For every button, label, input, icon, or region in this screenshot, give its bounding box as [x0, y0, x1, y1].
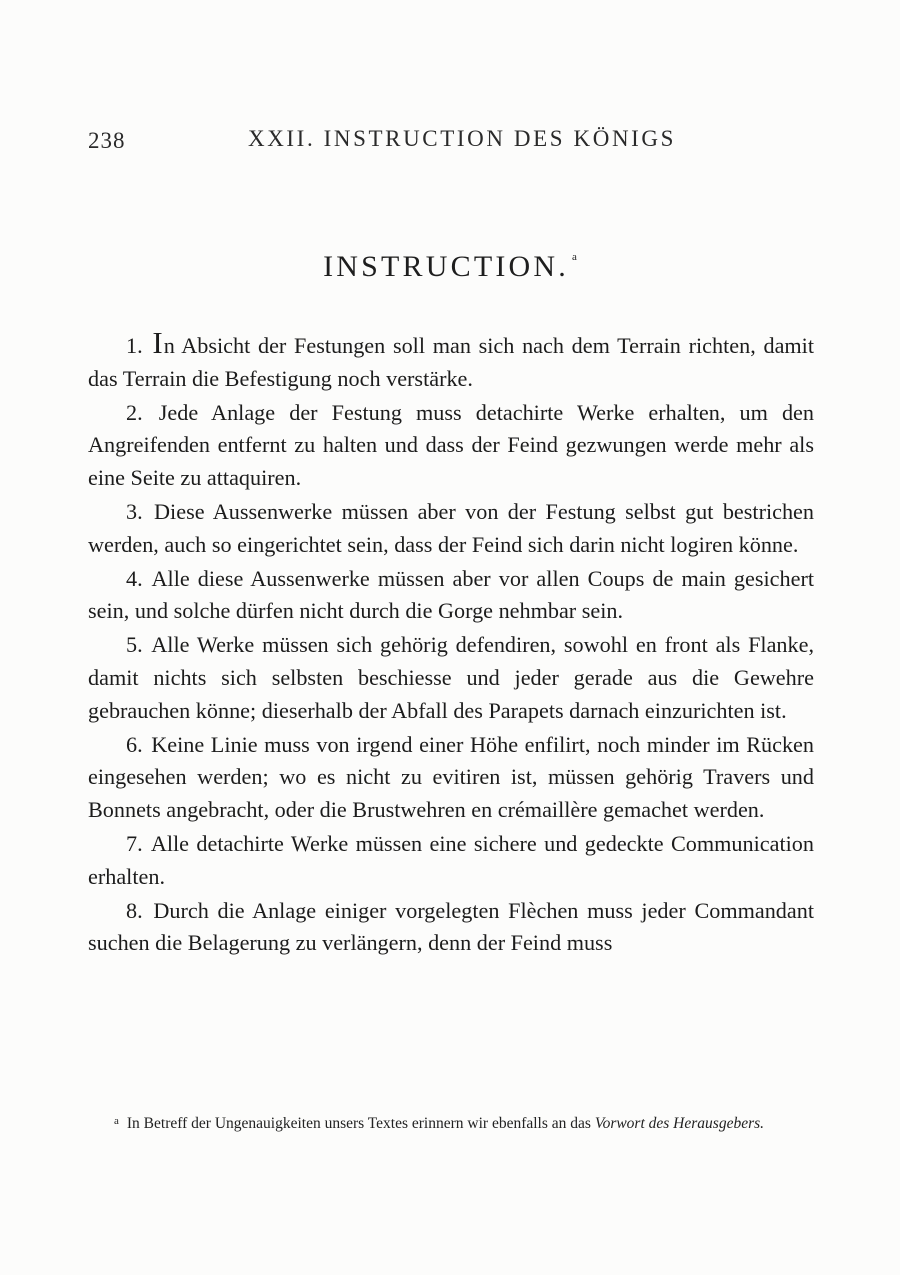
running-head — [88, 124, 818, 158]
section-heading — [0, 250, 900, 284]
footnote-mark: a — [114, 1115, 119, 1127]
paragraph-text: n Absicht der Festungen soll man sich nach dem Terrain richten, damit das Terrain die Befestigung noch verstärke. — [88, 333, 814, 391]
footnote-reference: Vorwort des Herausgebers. — [594, 1115, 765, 1132]
paragraph-number: 2. — [126, 399, 143, 425]
paragraph-text: Alle detachirte Werke müssen eine sichere und gedeckte Communication erhalten. — [88, 830, 814, 889]
paragraph-2 — [88, 397, 814, 495]
heading-note-mark: a — [572, 251, 577, 263]
paragraph-text: Jede Anlage der Festung muss detachirte Werke erhalten, um den Angreifenden entfernt zu halten und dass der Feind gezwungen werde mehr als eine Seite zu attaquiren. — [88, 399, 814, 490]
paragraph-text: Diese Aussenwerke müssen aber von der Festung selbst gut bestrichen werden, auch so eingerichtet sein, dass der Feind sich darin nicht logiren könne. — [88, 498, 814, 557]
running-title: XXII. INSTRUCTION DES KÖNIGS — [248, 126, 677, 151]
paragraph-number: 7. — [126, 830, 143, 856]
paragraph-number: 5. — [126, 632, 143, 658]
paragraph-8 — [88, 895, 814, 960]
paragraph-text: Durch die Anlage einiger vorgelegten Flèchen muss jeder Commandant suchen die Belagerung zu verlängern, denn der Feind muss — [88, 897, 815, 956]
paragraph-number: 8. — [126, 897, 143, 923]
initial-letter: I — [152, 325, 163, 360]
paragraph-text: Alle Werke müssen sich gehörig defendiren, sowohl en front als Flanke, damit nichts sich selbsten beschiesse und jeder gerade aus die Gewehre gebrauchen könne; dieserhalb der Abfall des Parapets darnach einzurichten ist. — [88, 632, 814, 723]
paragraph-6 — [88, 729, 814, 827]
paragraph-7 — [88, 828, 814, 893]
paragraph-4 — [88, 563, 814, 628]
page-number: 238 — [88, 128, 126, 153]
paragraph-text: Alle diese Aussenwerke müssen aber vor allen Coups de main gesichert sein, und solche dürfen nicht durch die Gorge nehmbar sein. — [88, 565, 814, 624]
paragraph-number: 6. — [126, 731, 143, 757]
paragraph-number: 1. — [126, 333, 143, 358]
footnote-text: In Betreff der Ungenauigkeiten unsers Textes erinnern wir ebenfalls an das — [126, 1115, 595, 1132]
paragraph-number: 3. — [126, 498, 143, 524]
paragraph-3 — [88, 496, 814, 561]
paragraph-text: Keine Linie muss von irgend einer Höhe enfilirt, noch minder im Rücken eingesehen werden; wo es nicht zu evitiren ist, müssen gehörig Travers und Bonnets angebracht, oder die Brustwehren en crémaillère gemachet werden. — [88, 731, 815, 822]
footnote — [88, 1109, 814, 1136]
body-text — [88, 325, 815, 961]
paragraph-1 — [88, 325, 814, 395]
paragraph-5 — [88, 629, 814, 727]
paragraph-number: 4. — [126, 565, 143, 591]
heading-title: INSTRUCTION. — [323, 250, 569, 283]
